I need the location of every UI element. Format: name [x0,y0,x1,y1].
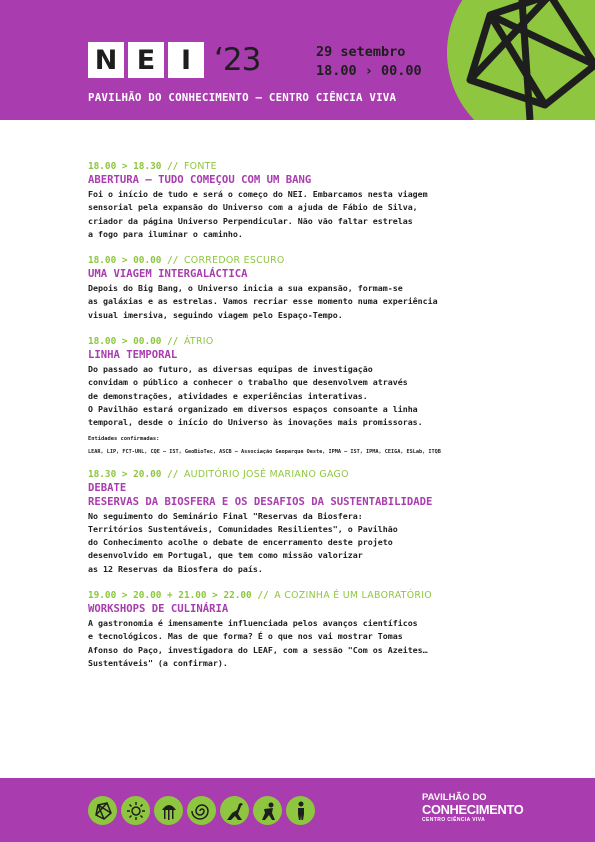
desc-line: desenvolvido em Portugal, que tem como missão valorizar [88,550,363,561]
ape-icon [253,796,282,825]
time-range: 18.00 > 00.00 [88,255,162,267]
time-place: 19.00 > 20.00 + 21.00 > 22.00 // A COZINHA É UM LABORATÓRIO [88,590,432,602]
desc-line: as 12 Reservas da Biosfera do país. [88,563,263,574]
time-place: 18.00 > 00.00 // ÁTRIO [88,336,214,348]
desc-line: do Conhecimento acolhe o debate de encerramento deste projeto [88,537,393,548]
section-description [88,363,518,429]
section-title: LINHA TEMPORAL [88,349,178,362]
place: FONTE [183,161,217,172]
desc-line: sensorial pela expansão do Universo com a ajuda de Fábio de Silva, [88,202,418,213]
time-range: 18.00 > 00.00 [88,336,162,348]
place: CORREDOR ESCURO [183,255,285,267]
section-subtitle: RESERVAS DA BIOSFERA E OS DESAFIOS DA SUSTENTABILIDADE [88,495,433,508]
logo-letter: E [128,42,164,78]
desc-line: Depois do Big Bang, o Universo inicia a sua expansão, formam-se [88,283,403,294]
dinosaur-icon [220,796,249,825]
logo-letter: N [88,42,124,78]
human-icon [286,796,315,825]
program-item-workshops [88,589,518,670]
atom-icon [420,0,595,120]
section-title: WORKSHOPS DE CULINÁRIA [88,603,229,616]
time-range: 18.30 > 20.00 [88,468,162,480]
desc-line: Sustentáveis" (a confirmar). [88,657,228,668]
program-item-viagem [88,254,518,322]
place: A COZINHA É UM LABORATÓRIO [274,590,432,602]
atom-icon [88,796,117,825]
desc-line: No seguimento do Seminário Final "Reservas da Biosfera: [88,510,363,521]
program-list [88,160,518,683]
event-date-day: 29 setembro [316,44,406,60]
desc-line: as galáxias e as estrelas. Vamos recriar esse momento numa experiência [88,296,438,307]
ammonite-icon [187,796,216,825]
desc-line: a fogo para iluminar o caminho. [88,228,243,239]
entities-label: Entidades confirmadas: [88,435,160,442]
desc-line: visual imersiva, seguindo viagem pelo Espaço-Tempo. [88,309,343,320]
event-date-time: 18.00 › 00.00 [316,63,422,79]
section-description [88,188,518,241]
program-item-abertura [88,160,518,241]
desc-line: Do passado ao futuro, as diversas equipas de investigação [88,364,373,375]
footer-band [0,778,595,842]
time-range: 19.00 > 20.00 + 21.00 > 22.00 [88,590,252,602]
desc-line: criador da página Universo Perpendicular. Não vão faltar estrelas [88,215,413,226]
time-place: 18.30 > 20.00 // AUDITÓRIO JOSÉ MARIANO GAGO [88,468,349,480]
desc-line: Afonso do Paço, investigadora do LEAF, com a sessão "Com os Azeites… [88,644,428,655]
venue-line: PAVILHÃO DO CONHECIMENTO – CENTRO CIÊNCIA VIVA [88,91,397,104]
desc-line: temporal, desde o início do Universo às inovações mais promissoras. [88,417,423,428]
program-item-linha [88,335,518,454]
section-description [88,282,518,322]
logo-letter: I [168,42,204,78]
footer-logo-line: CENTRO CIÊNCIA VIVA [422,817,486,823]
section-title: ABERTURA – TUDO COMEÇOU COM UM BANG [88,174,312,186]
program-item-debate [88,468,518,576]
footer-logo-line: CONHECIMENTO [422,802,524,817]
time-place: 18.00 > 00.00 // CORREDOR ESCURO [88,255,285,267]
sun-icon [121,796,150,825]
desc-line: Foi o início de tudo e será o começo do NEI. Embarcamos nesta viagem [88,189,428,199]
header-band [0,0,595,120]
jellyfish-icon [154,796,183,825]
place: ÁTRIO [183,336,214,348]
time-place: 18.00 > 18.30 // FONTE [88,161,217,172]
logo-year: ‘23 [214,42,261,78]
pavilhao-logo [422,792,523,824]
time-range: 18.00 > 18.30 [88,161,162,172]
section-description [88,617,518,670]
desc-line: Territórios Sustentáveis, Comunidades Resilientes", o Pavilhão [88,523,398,534]
place: AUDITÓRIO JOSÉ MARIANO GAGO [183,468,349,480]
desc-line: O Pavilhão estará organizado em diversos espaços consoante a linha [88,403,418,414]
section-title: UMA VIAGEM INTERGALÁCTICA [88,268,248,281]
desc-line: e tecnológicos. Mas de que forma? É o que nos vai mostrar Tomas [88,631,403,642]
nei-logo [88,42,260,78]
desc-line: convidam o público a conhecer o trabalho que desenvolvem através [88,377,408,388]
entities-list: LEAR, LIP, FCT-UNL, CQE – IST, GeoBioTec, ASCB – Associação Geoparque Oeste, IPMA – IST, IPMA, CEIGA, ESLab, ITQB [88,448,441,455]
desc-line: A gastronomia é imensamente influenciada pelos avanços científicos [88,618,418,629]
event-date [316,43,422,81]
desc-line: de demonstrações, atividades e experiências interativas. [88,390,368,401]
evolution-icons [88,796,319,825]
footer-logo-line: PAVILHÃO DO [422,792,487,803]
section-description [88,510,518,576]
section-title: DEBATE [88,481,127,494]
